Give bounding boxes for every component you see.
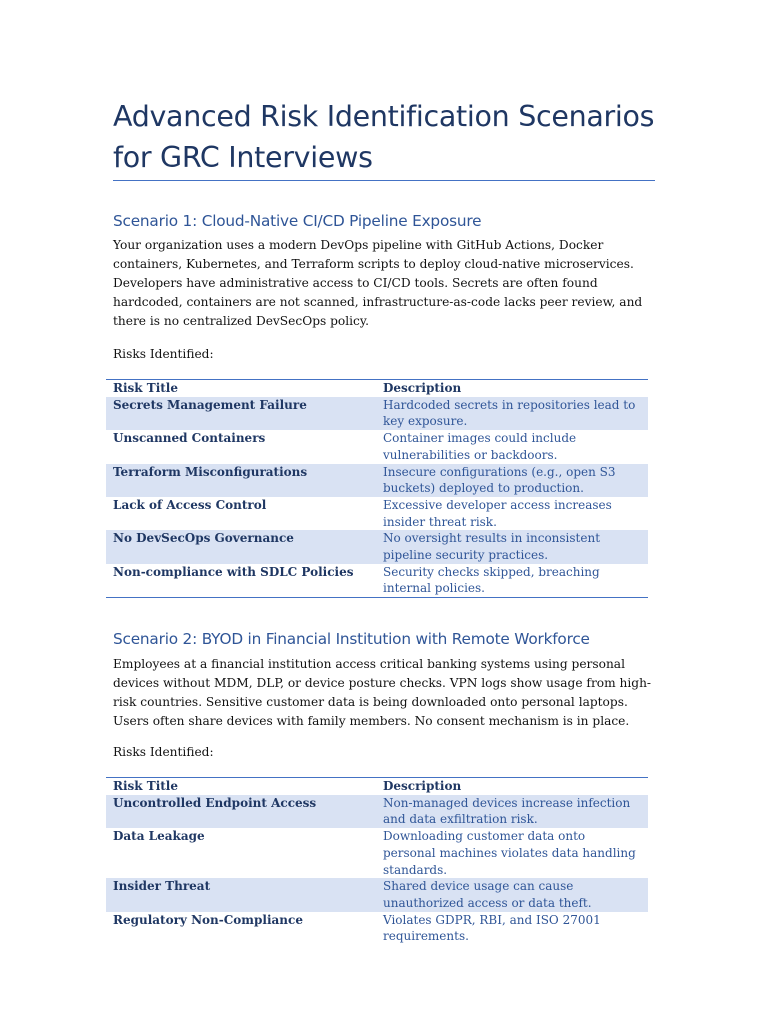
table-row [106,828,648,878]
risk-title-cell: Secrets Management Failure [106,397,376,430]
risk-title-cell: Non-compliance with SDLC Policies [106,564,376,598]
table-row [106,430,648,463]
risk-title-cell: No DevSecOps Governance [106,530,376,563]
scenario-2-body: Employees at a financial institution access critical banking systems using personal devices without MDM, DLP, or device posture checks. VPN logs show usage from high-risk countries. Sensitive customer data is being downloaded onto personal laptops. Users often share devices with family members. No consent mechanism is in place. [113,657,652,728]
scenario-2-risk-table [106,777,648,945]
risk-description-cell: Downloading customer data onto personal machines violates data handling standards. [383,829,636,877]
table-row [106,878,648,911]
column-header-description: Description [376,380,648,397]
table-row [106,795,648,828]
risk-title-cell: Uncontrolled Endpoint Access [106,795,376,828]
risk-title-cell: Regulatory Non-Compliance [113,912,303,927]
risk-description-cell: Non-managed devices increase infection and data exfiltration risk. [376,795,648,828]
table-row [106,912,648,945]
title-underline [113,180,655,181]
risk-title-cell: Insider Threat [106,878,376,911]
scenario-2-risks-label: Risks Identified: [113,745,214,759]
table-header-row [106,380,648,397]
table-row [106,530,648,563]
risk-description-cell: Container images could include vulnerabilities or backdoors. [383,431,577,462]
table-row [106,397,648,430]
risk-title-cell: Unscanned Containers [113,431,266,446]
scenario-1-risks-label: Risks Identified: [113,347,214,361]
column-header-description: Description [376,778,648,795]
scenario-1-heading: Scenario 1: Cloud-Native CI/CD Pipeline Exposure [113,212,482,230]
scenario-1-risk-table [106,379,648,598]
table-row [106,497,648,530]
column-header-risk-title: Risk Title [106,778,376,795]
scenario-2-heading: Scenario 2: BYOD in Financial Institution with Remote Workforce [113,630,590,648]
risk-title-cell: Terraform Misconfigurations [106,464,376,497]
risk-title-cell: Lack of Access Control [113,497,267,512]
risk-title-cell: Data Leakage [113,829,205,844]
risk-description-cell: Hardcoded secrets in repositories lead to key exposure. [376,397,648,430]
risk-description-cell: Shared device usage can cause unauthorized access or data theft. [376,878,648,911]
document-title: Advanced Risk Identification Scenarios for GRC Interviews [113,100,655,174]
table-row [106,564,648,598]
table-header-row [106,778,648,795]
scenario-1-body: Your organization uses a modern DevOps pipeline with GitHub Actions, Docker containers, Kubernetes, and Terraform scripts to deploy cloud-native microservices. Developers have administrative access to CI/CD tools. Secrets are often found hardcoded, containers are not scanned, infrastructure-as-code lacks peer review, and there is no centralized DevSecOps policy. [113,238,643,328]
table-row [106,464,648,497]
column-header-risk-title: Risk Title [106,380,376,397]
risk-description-cell: Security checks skipped, breaching internal policies. [376,564,648,598]
risk-description-cell: No oversight results in inconsistent pipeline security practices. [376,530,648,563]
risk-description-cell: Excessive developer access increases insider threat risk. [383,497,612,529]
risk-description-cell: Insecure configurations (e.g., open S3 buckets) deployed to production. [376,464,648,497]
risk-description-cell: Violates GDPR, RBI, and ISO 27001 requirements. [383,912,601,944]
